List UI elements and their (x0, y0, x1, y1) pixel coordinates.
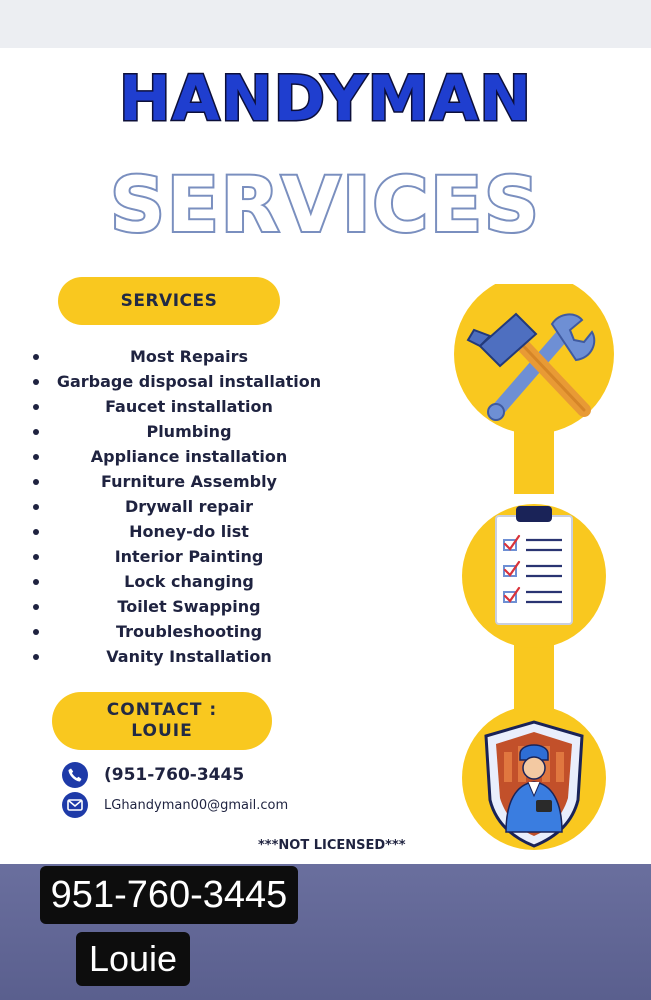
contact-email[interactable]: LGhandyman00@gmail.com (104, 797, 289, 813)
flyer-title-handyman: HANDYMAN (118, 62, 533, 135)
handyman-badge-icon (462, 706, 606, 850)
license-note: ***NOT LICENSED*** (258, 838, 406, 853)
services-list (24, 344, 334, 669)
contact-phone[interactable]: (951-760-3445 (104, 765, 245, 785)
phone-tag: 951-760-3445 (40, 866, 298, 924)
contact-email-row[interactable] (62, 792, 288, 818)
service-item: Plumbing (24, 419, 334, 444)
service-item: Troubleshooting (24, 619, 334, 644)
top-strip (0, 0, 651, 48)
checklist-clipboard-icon (462, 504, 606, 648)
service-item: Toilet Swapping (24, 594, 334, 619)
service-item: Interior Painting (24, 544, 334, 569)
handyman-flyer (0, 48, 651, 864)
contact-label: CONTACT : (106, 700, 218, 720)
service-item: Appliance installation (24, 444, 334, 469)
service-item: Garbage disposal installation (24, 369, 334, 394)
contact-name: LOUIE (131, 721, 193, 741)
contact-pill (52, 692, 272, 750)
name-tag: Louie (76, 932, 190, 986)
service-item: Drywall repair (24, 494, 334, 519)
services-heading-pill (58, 277, 280, 325)
services-heading: SERVICES (120, 290, 218, 311)
hammer-wrench-icon (454, 284, 614, 434)
service-item: Honey-do list (24, 519, 334, 544)
contact-phone-row[interactable] (62, 762, 244, 788)
phone-icon (62, 762, 88, 788)
email-icon (62, 792, 88, 818)
service-item: Faucet installation (24, 394, 334, 419)
icon-column (444, 284, 624, 864)
service-item: Lock changing (24, 569, 334, 594)
service-item: Most Repairs (24, 344, 334, 369)
service-item: Vanity Installation (24, 644, 334, 669)
flyer-title-services: SERVICES (110, 160, 541, 249)
service-item: Furniture Assembly (24, 469, 334, 494)
